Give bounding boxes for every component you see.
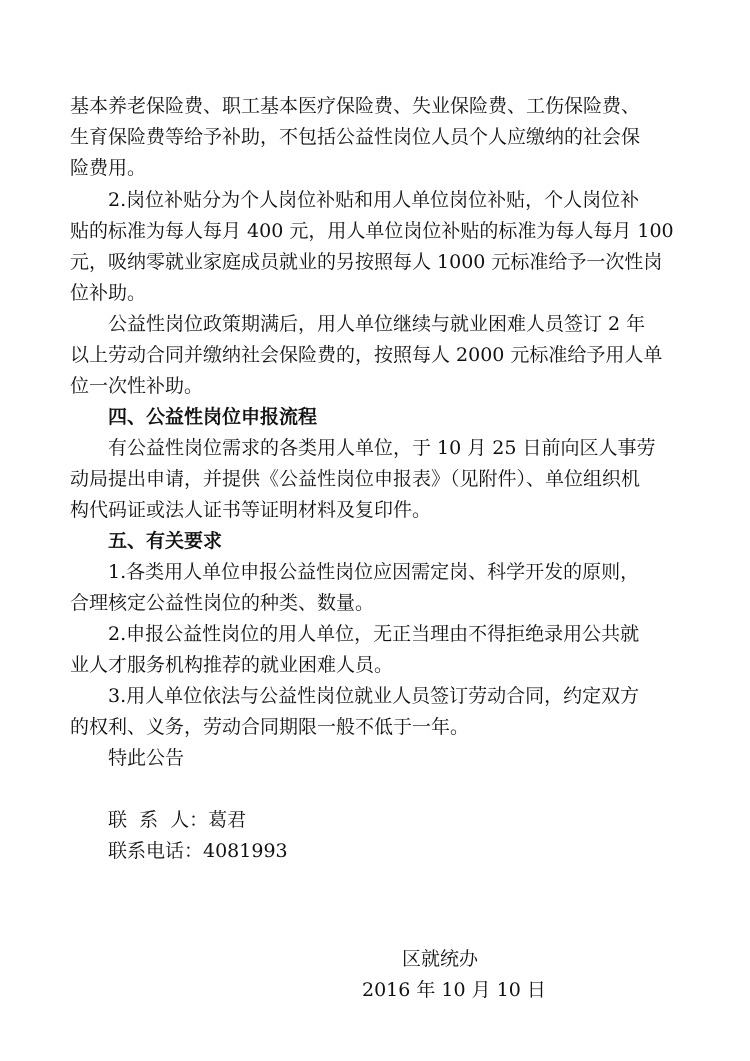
para3-line-3: 位一次性补助。	[70, 375, 204, 397]
para2-line-3: 元，吸纳零就业家庭成员就业的另按照每人 1000 元标准给予一次性岗	[70, 251, 663, 273]
para1-line-2: 生育保险费等给予补助，不包括公益性岗位人员个人应缴纳的社会保	[70, 126, 641, 148]
para2-line-2: 贴的标准为每人每月 400 元，用人单位岗位补贴的标准为每人每月 100	[70, 220, 674, 242]
para3-line-1: 公益性岗位政策期满后，用人单位继续与就业困难人员签订 2 年	[108, 313, 646, 335]
issuing-office: 区就统办	[402, 948, 479, 970]
contact-phone: 联系电话：4081993	[108, 840, 288, 862]
section-heading-4: 四、公益性岗位申报流程	[108, 406, 318, 428]
contact-person: 联 系 人：葛君	[108, 809, 247, 831]
closing-text: 特此公告	[108, 747, 185, 769]
section-heading-5: 五、有关要求	[108, 530, 223, 552]
para4-line-3: 构代码证或法人证书等证明材料及复印件。	[70, 499, 432, 521]
para1-line-3: 险费用。	[70, 157, 147, 179]
req2-line-1: 2.申报公益性岗位的用人单位，无正当理由不得拒绝录用公共就	[108, 623, 640, 645]
req2-line-2: 业人才服务机构推荐的就业困难人员。	[70, 654, 394, 676]
para4-line-1: 有公益性岗位需求的各类用人单位，于 10 月 25 日前向区人事劳	[108, 437, 656, 459]
req3-line-2: 的权利、义务，劳动合同期限一般不低于一年。	[70, 716, 470, 738]
para3-line-2: 以上劳动合同并缴纳社会保险费的，按照每人 2000 元标准给予用人单	[70, 344, 663, 366]
para4-line-2: 动局提出申请，并提供《公益性岗位申报表》（见附件）、单位组织机	[70, 468, 641, 490]
req1-line-1: 1.各类用人单位申报公益性岗位应因需定岗、科学开发的原则，	[108, 561, 640, 583]
req1-line-2: 合理核定公益性岗位的种类、数量。	[70, 592, 375, 614]
para2-line-1: 2.岗位补贴分为个人岗位补贴和用人单位岗位补贴，个人岗位补	[108, 189, 640, 211]
para1-line-1: 基本养老保险费、职工基本医疗保险费、失业保险费、工伤保险费、	[70, 95, 641, 117]
para2-line-4: 位补助。	[70, 282, 147, 304]
req3-line-1: 3.用人单位依法与公益性岗位就业人员签订劳动合同，约定双方	[108, 685, 640, 707]
issue-date: 2016 年 10 月 10 日	[362, 979, 546, 1001]
